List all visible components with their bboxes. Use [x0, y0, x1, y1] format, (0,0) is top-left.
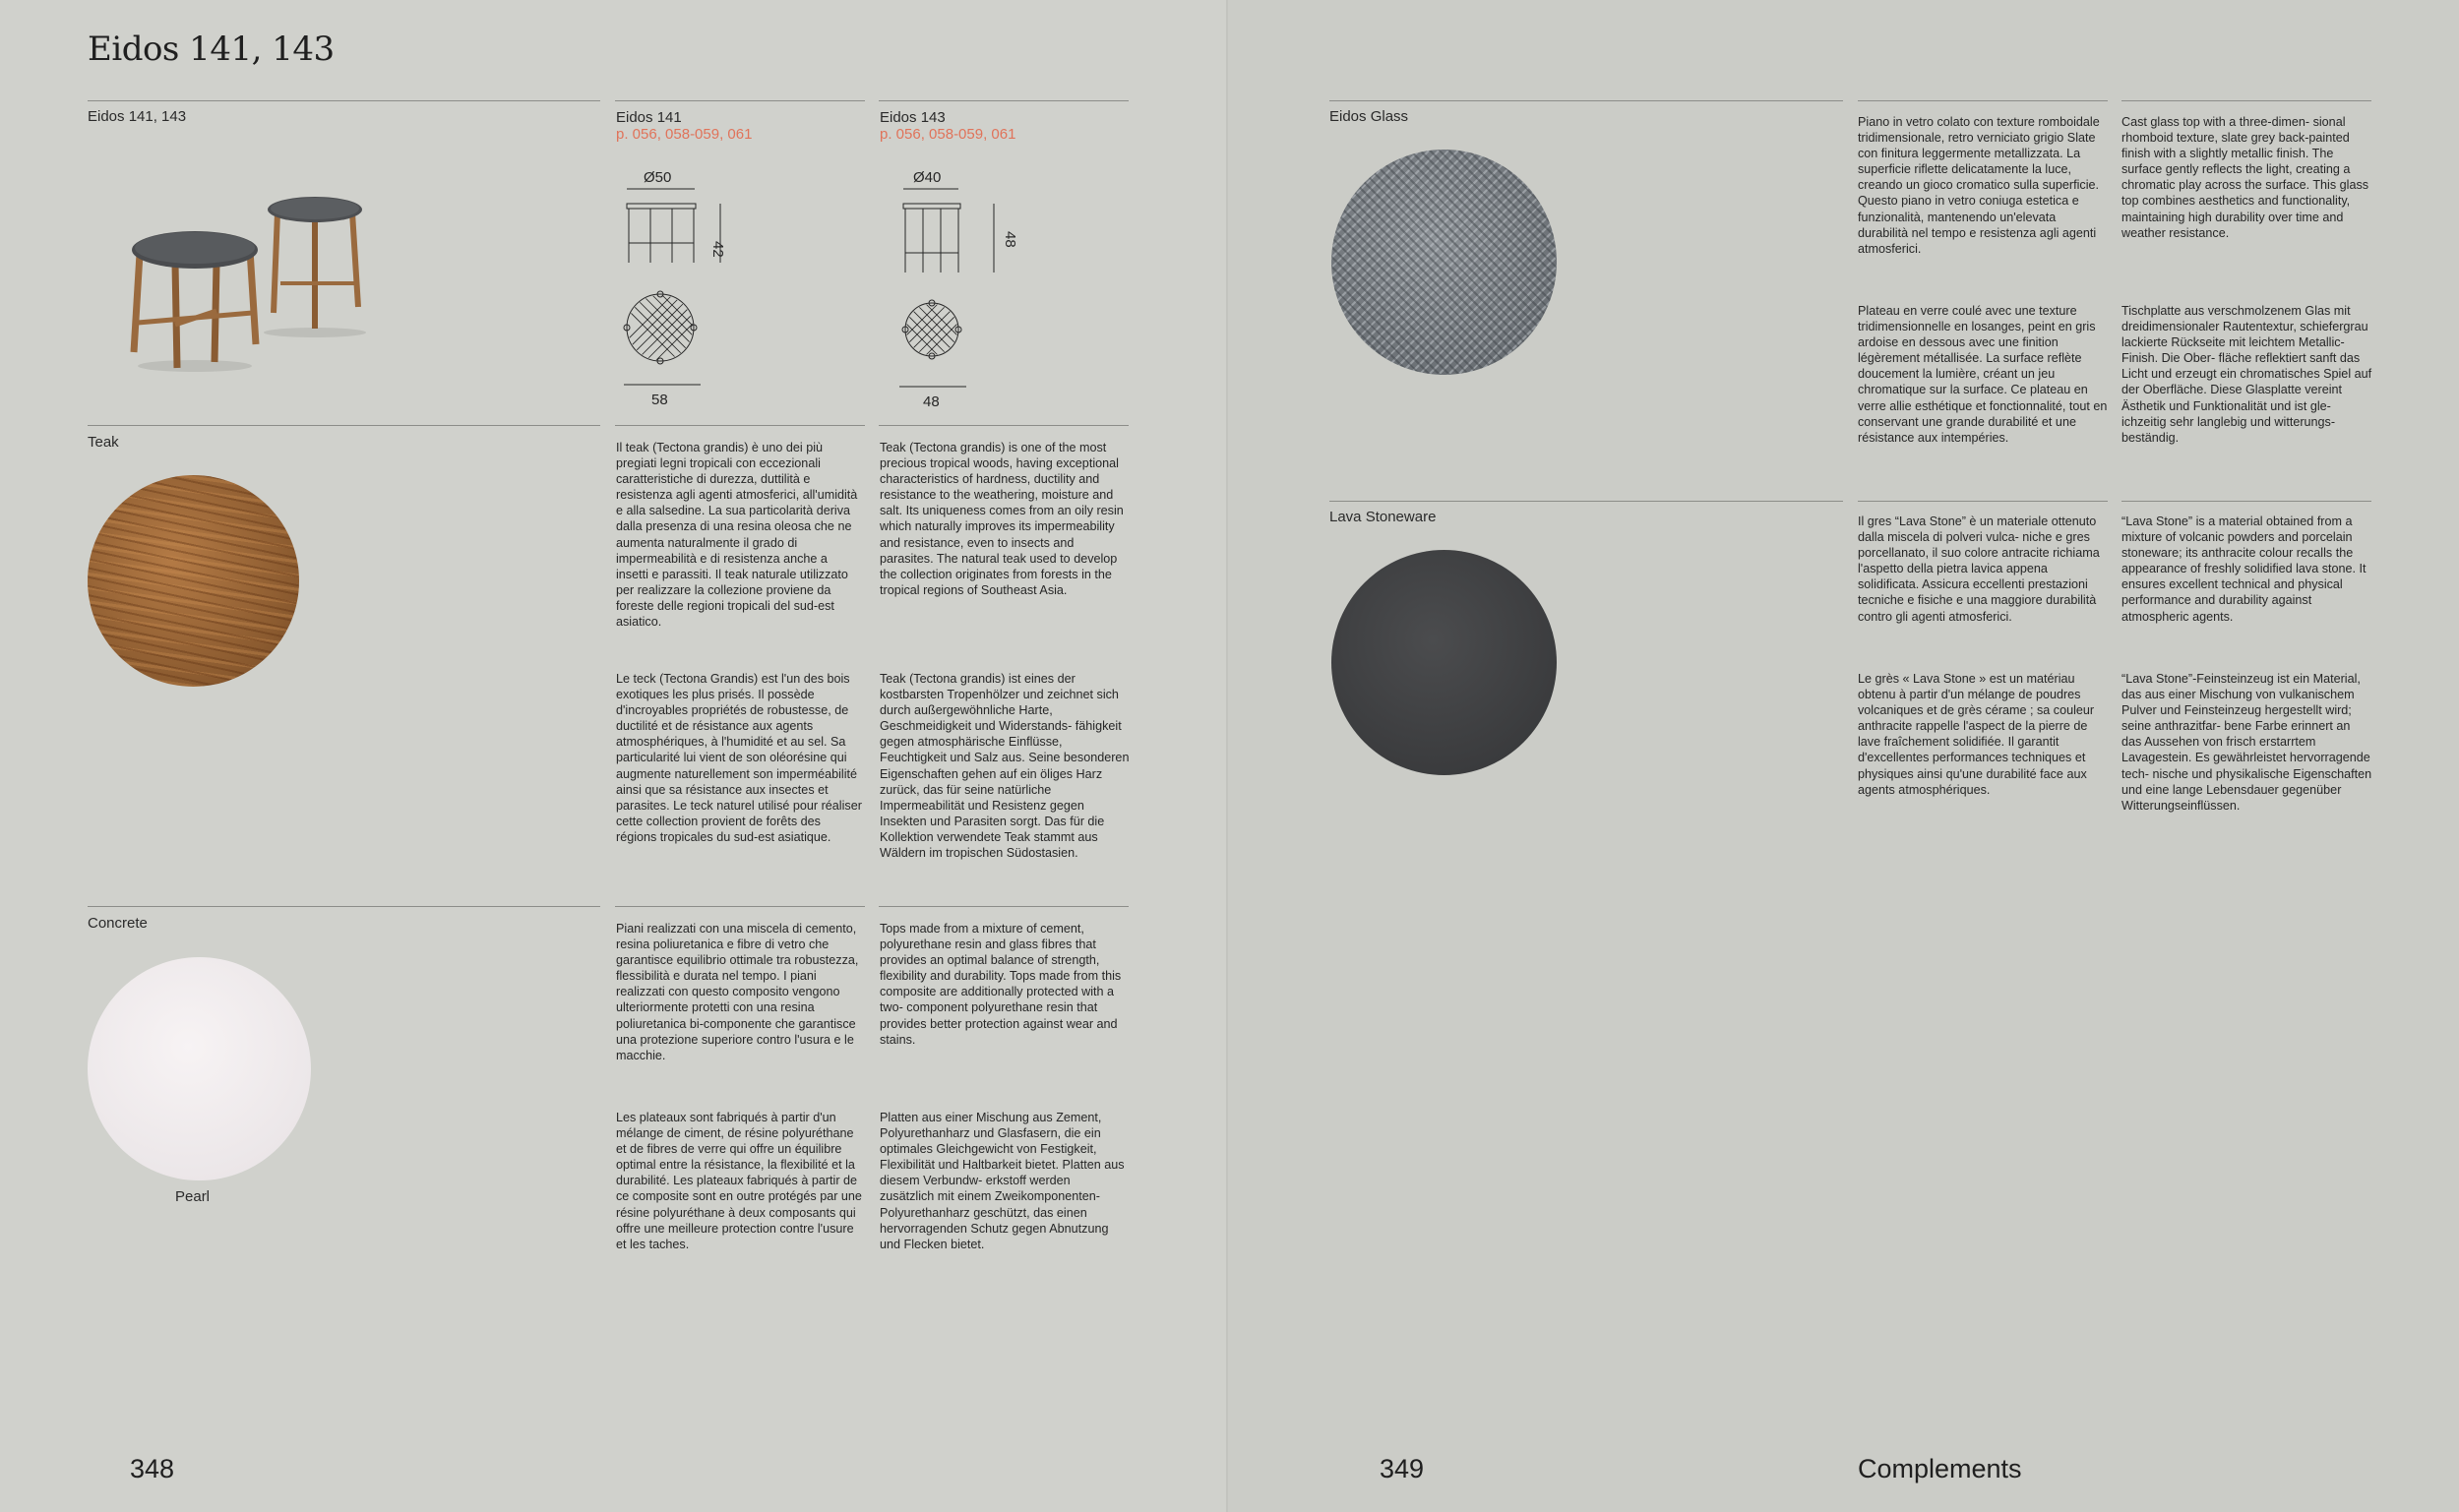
- divider: [88, 100, 600, 101]
- concrete-text-fr: Les plateaux sont fabriqués à partir d'un mélange de ciment, de résine polyuréthane et de fibres de verre qui offre un équilibre optimal entre la résistance, la flexibilité et la durabilité. Les plateaux fabriqués à partir de ce composite sont en outre protégés par une résine polyuréthane à deux composants qui offre une meilleure protection contre l'usure et les taches.: [616, 1111, 862, 1251]
- eidos-143-page-ref[interactable]: p. 056, 058-059, 061: [880, 126, 1016, 143]
- teak-label: Teak: [88, 434, 119, 451]
- width-label: 58: [651, 392, 668, 408]
- table-top-elevation: [627, 204, 696, 209]
- concrete-label: Concrete: [88, 915, 148, 932]
- table-top-elevation: [903, 204, 960, 209]
- divider: [2121, 100, 2371, 101]
- swatch-name: Pearl: [175, 1188, 211, 1205]
- glass-text-it: Piano in vetro colato con texture romboidale tridimensionale, retro verniciato grigio Slate con finitura leggermente metallizzata. La superficie riflette delicatamente la luce, creando un gioco cromatico sulla superficie. Questo piano in vetro coniuga estetica e funzionalità, mantenendo un'elevata durabilità nel tempo e resistenza agli agenti atmosferici.: [1858, 115, 2100, 256]
- height-label: 42: [709, 241, 726, 258]
- table-eidos-141: [132, 231, 258, 368]
- page-title: Eidos 141, 143: [88, 30, 335, 69]
- divider: [615, 425, 865, 426]
- table-top-plan: [627, 294, 694, 361]
- divider: [2121, 501, 2371, 502]
- concrete-text-en: Tops made from a mixture of cement, polyurethane resin and glass fibres that provides an optimal balance of strength, flexibility and durability. Tops made from this composite are additionally protected with a two- component polyurethane resin that provides better protection against wear and stains.: [880, 922, 1122, 1047]
- section-name: Complements: [1858, 1454, 2022, 1483]
- divider: [88, 425, 600, 426]
- diameter-label: Ø40: [913, 169, 942, 186]
- product-photo: [118, 185, 384, 382]
- divider: [1329, 100, 1843, 101]
- glass-swatch: [1331, 150, 1557, 375]
- divider: [1329, 501, 1843, 502]
- eidos-143-drawing: [897, 162, 1018, 413]
- page-gutter: [1226, 0, 1228, 1512]
- page-number-left: 348: [130, 1454, 175, 1483]
- teak-text-fr: Le teck (Tectona Grandis) est l'un des bois exotiques les plus prisés. Il possède d'incroyables propriétés de robustesse, de ductilité et de résistance aux agents atmosphériques, à l'humidité et au sel. Sa particularité lui vient de son oléorésine qui augmente naturellement son imperméabilité ainsi que sa résistance aux insectes et parasites. Le teck naturel utilisé pour réaliser cette collection provient de forêts des régions tropicales du sud-est asiatique.: [616, 672, 862, 844]
- divider: [88, 906, 600, 907]
- eidos-141-name: Eidos 141: [616, 109, 682, 126]
- divider: [1858, 100, 2108, 101]
- diameter-label: Ø50: [644, 169, 672, 186]
- teak-text-de: Teak (Tectona grandis) ist eines der kostbarsten Tropenhölzer und zeichnet sich durch außergewöhnliche Harte, Geschmeidigkeit und Widerstands- fähigkeit gegen atmosphärische Einflüsse, Feuchtigkeit und Salz aus. Seine besonderen Eigenschaften gehen auf ein öliges Harz zurück, das für seine natürliche Impermeabilität und Resistenz gegen Insekten und Parasiten sorgt. Das für die Kollektion verwendete Teak stammt aus Wäldern im tropischen Südostasien.: [880, 672, 1130, 861]
- width-label: 48: [923, 393, 940, 410]
- lava-text-de: “Lava Stone”-Feinsteinzeug ist ein Material, das aus einer Mischung von vulkanischem Pulver und Feinsteinzeug hergestellt wird; seine anthrazitfar- bene Farbe erinnert an das Aussehen von frisch erstarrtem Lavagestein. Es gewährleistet hervorragende tech- nische und physikalische Eigenschaften und eine lange Lebensdauer gegenüber Witterungseinflüssen.: [2121, 672, 2372, 813]
- lava-text-en: “Lava Stone” is a material obtained from a mixture of volcanic powders and porcelain stoneware; its anthracite colour recalls the appearance of freshly solidified lava stone. It ensures excellent technical and physical performance and durability against atmospheric agents.: [2121, 514, 2367, 624]
- divider: [879, 425, 1129, 426]
- teak-text-it: Il teak (Tectona grandis) è uno dei più pregiati legni tropicali con eccezionali caratteristiche di durezza, duttilità e resistenza agli agenti atmosferici, all'umidità e alla salsedine. La sua particolarità deriva dalla presenza di una resina oleosa che ne aumenta naturalmente il grado di impermeabilità e di resistenza anche a insetti e parassiti. Il teak naturale utilizzato per realizzare la collezione proviene da foreste delle regioni tropicali del sud-est asiatico.: [616, 441, 858, 630]
- concrete-pearl-swatch: [88, 957, 311, 1180]
- table-eidos-143: [268, 197, 362, 329]
- divider: [615, 906, 865, 907]
- glass-text-fr: Plateau en verre coulé avec une texture tridimensionnelle en losanges, peint en gris ardoise en dessous avec une finition légèrement métallisée. La surface reflète doucement la lumière, créant un jeu chromatique sur la surface. Ce plateau en verre allie esthétique et fonctionnalité, tout en conservant une grande durabilité et une résistance aux intempéries.: [1858, 304, 2108, 445]
- concrete-text-de: Platten aus einer Mischung aus Zement, Polyurethanharz und Glasfasern, die ein optimales Gleichgewicht von Festigkeit, Flexibilität und Haltbarkeit bietet. Platten aus diesem Verbundw- erkstoff werden zusätzlich mit einem Zweikomponenten-Polyurethanharz geschützt, das einen hervorragenden Schutz gegen Abnutzung und Flecken bietet.: [880, 1111, 1125, 1251]
- eidos-141-page-ref[interactable]: p. 056, 058-059, 061: [616, 126, 753, 143]
- eidos-141-drawing: [618, 162, 726, 413]
- concrete-text-it: Piani realizzati con una miscela di cemento, resina poliuretanica e fibre di vetro che garantisce equilibrio ottimale tra robustezza, flessibilità e durata nel tempo. I piani realizzati con questo composito vengono ulteriormente protetti con una resina poliuretanica bi-componente che garantisce una protezione superiore contro l'usura e le macchie.: [616, 922, 859, 1062]
- divider: [879, 906, 1129, 907]
- lava-stoneware-swatch: [1331, 550, 1557, 775]
- divider: [615, 100, 865, 101]
- glass-text-de: Tischplatte aus verschmolzenem Glas mit dreidimensionaler Rautentextur, schiefergrau lackierte Rückseite mit leichtem Metallic-Finish. Die Ober- fläche reflektiert sanft das Licht und erzeugt ein chromatisches Spiel auf der Oberfläche. Diese Glasplatte vereint Ästhetik und Funktionalität und ist gle- ichzeitig sehr langlebig und witterungs- beständig.: [2121, 304, 2372, 445]
- glass-text-en: Cast glass top with a three-dimen- sional rhomboid texture, slate grey back-painted finish with a slightly metallic finish. The surface gently reflects the light, creating a chromatic play across the surface. This glass top combines aesthetics and functionality, maintaining high durability over time and weather resistance.: [2121, 115, 2369, 240]
- teak-text-en: Teak (Tectona grandis) is one of the most precious tropical woods, having exceptional characteristics of hardness, ductility and resistance to the weathering, moisture and salt. Its uniqueness comes from an oily resin which naturally improves its impermeability and resistance, even to insects and parasites. The natural teak used to develop the collection originates from forests in the tropical regions of Southeast Asia.: [880, 441, 1124, 597]
- glass-label: Eidos Glass: [1329, 108, 1409, 125]
- lava-text-fr: Le grès « Lava Stone » est un matériau obtenu à partir d'un mélange de poudres volcaniques et de grès cérame ; sa couleur anthracite rappelle l'aspect de la pierre de lave fraîchement solidifiée. Il garantit d'excellentes performances techniques et physiques ainsi qu'une durabilité face aux agents atmosphériques.: [1858, 672, 2095, 797]
- lava-label: Lava Stoneware: [1329, 509, 1437, 525]
- teak-swatch: [88, 475, 299, 687]
- eidos-143-name: Eidos 143: [880, 109, 946, 126]
- height-label: 48: [1002, 231, 1018, 248]
- lava-text-it: Il gres “Lava Stone” è un materiale ottenuto dalla miscela di polveri vulca- niche e gres porcellanato, il suo colore antracite richiama l'aspetto della pietra lavica appena solidificata. Assicura eccellenti prestazioni tecniche e fisiche e una maggiore durabilità contro gli agenti atmosferici.: [1858, 514, 2100, 624]
- shadow: [138, 360, 252, 372]
- product-label: Eidos 141, 143: [88, 108, 187, 125]
- divider: [879, 100, 1129, 101]
- divider: [1858, 501, 2108, 502]
- page-number-right: 349: [1380, 1454, 1425, 1483]
- shadow: [264, 328, 366, 337]
